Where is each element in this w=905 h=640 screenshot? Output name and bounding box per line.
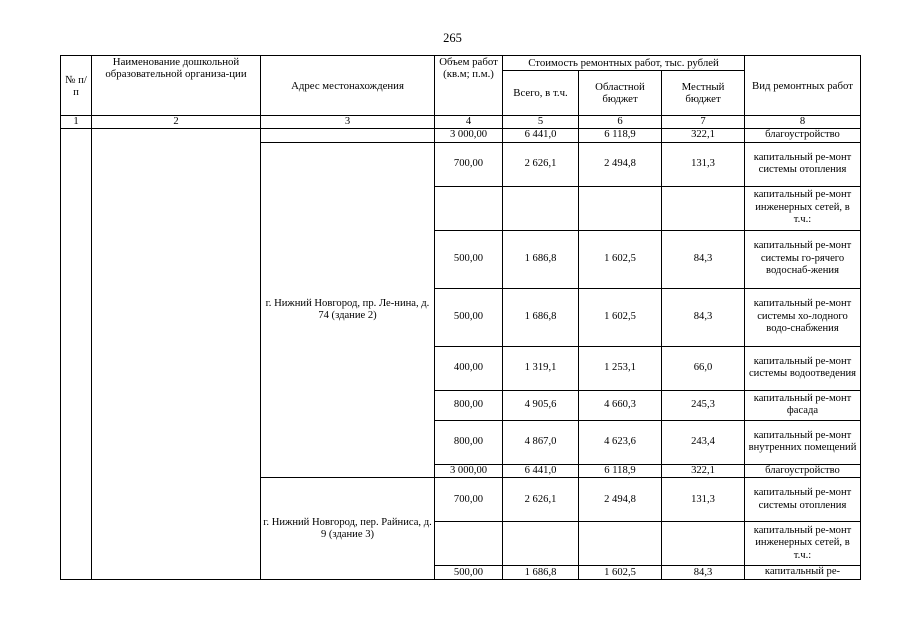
cell-address: г. Нижний Новгород, пер. Райниса, д. 9 (здание 3) [261, 478, 435, 580]
cell-regional: 1 253,1 [579, 346, 662, 390]
cell-local: 84,3 [662, 230, 745, 288]
cell-regional: 2 494,8 [579, 142, 662, 186]
cell-regional: 6 118,9 [579, 129, 662, 143]
cell-total: 4 867,0 [503, 420, 579, 464]
column-number: 3 [261, 116, 435, 129]
column-number: 2 [92, 116, 261, 129]
cell-regional: 6 118,9 [579, 464, 662, 478]
header-total: Всего, в т.ч. [503, 71, 579, 116]
cell-volume: 500,00 [435, 288, 503, 346]
cell-total: 1 686,8 [503, 230, 579, 288]
cell-local: 322,1 [662, 129, 745, 143]
cell-regional: 1 602,5 [579, 566, 662, 580]
header-address: Адрес местонахождения [261, 56, 435, 116]
cell-total: 2 626,1 [503, 478, 579, 522]
cell-volume: 500,00 [435, 566, 503, 580]
column-number: 5 [503, 116, 579, 129]
cell-local: 66,0 [662, 346, 745, 390]
cell-local: 243,4 [662, 420, 745, 464]
cell-local [662, 186, 745, 230]
cell-work-type: капитальный ре-монт фасада [745, 390, 861, 420]
cell-regional: 2 494,8 [579, 478, 662, 522]
cell-regional: 4 660,3 [579, 390, 662, 420]
cell-work-type: капитальный ре- [745, 566, 861, 580]
cell-work-type: благоустройство [745, 129, 861, 143]
cell-regional: 4 623,6 [579, 420, 662, 464]
header-num: № п/п [61, 56, 92, 116]
table-row [61, 129, 861, 143]
cell-regional [579, 186, 662, 230]
cell-work-type: капитальный ре-монт инженерных сетей, в т.ч.: [745, 186, 861, 230]
cell-total: 1 686,8 [503, 288, 579, 346]
cell-address: г. Нижний Новгород, пр. Ле-нина, д. 74 (здание 2) [261, 142, 435, 478]
column-number: 7 [662, 116, 745, 129]
cell-total: 1 686,8 [503, 566, 579, 580]
header-row [61, 56, 861, 71]
cell-volume: 700,00 [435, 142, 503, 186]
cell-local: 245,3 [662, 390, 745, 420]
header-org-name: Наименование дошкольной образовательной организа-ции [92, 56, 261, 116]
cell-volume: 400,00 [435, 346, 503, 390]
page-number: 265 [443, 31, 462, 45]
header-cost-group: Стоимость ремонтных работ, тыс. рублей [503, 56, 745, 71]
cell-work-type: благоустройство [745, 464, 861, 478]
header-volume: Объем работ (кв.м; п.м.) [435, 56, 503, 116]
cell-work-type: капитальный ре-монт внутренних помещений [745, 420, 861, 464]
cell-volume: 3 000,00 [435, 129, 503, 143]
column-number: 1 [61, 116, 92, 129]
cell-local: 322,1 [662, 464, 745, 478]
cell-regional [579, 522, 662, 566]
cell-work-type: капитальный ре-монт системы водоотведения [745, 346, 861, 390]
cell-work-type: капитальный ре-монт системы хо-лодного водо-снабжения [745, 288, 861, 346]
cell-total [503, 522, 579, 566]
cell-work-type: капитальный ре-монт системы отопления [745, 142, 861, 186]
column-number: 8 [745, 116, 861, 129]
header-regional: Областной бюджет [579, 71, 662, 116]
cell-volume: 700,00 [435, 478, 503, 522]
cell-total: 4 905,6 [503, 390, 579, 420]
cell-volume [435, 522, 503, 566]
cell-volume: 800,00 [435, 420, 503, 464]
column-number: 6 [579, 116, 662, 129]
cell-total: 6 441,0 [503, 129, 579, 143]
cell-volume: 500,00 [435, 230, 503, 288]
cell-regional: 1 602,5 [579, 288, 662, 346]
cell-num-empty [61, 129, 92, 580]
cell-local [662, 522, 745, 566]
cell-volume: 3 000,00 [435, 464, 503, 478]
cell-work-type: капитальный ре-монт системы отопления [745, 478, 861, 522]
cell-volume [435, 186, 503, 230]
cell-total [503, 186, 579, 230]
cell-regional: 1 602,5 [579, 230, 662, 288]
cell-total: 6 441,0 [503, 464, 579, 478]
cell-local: 84,3 [662, 566, 745, 580]
cell-total: 2 626,1 [503, 142, 579, 186]
repair-works-table [60, 55, 861, 580]
cell-org-name-empty [92, 129, 261, 580]
cell-work-type: капитальный ре-монт системы го-рячего водоснаб-жения [745, 230, 861, 288]
cell-address-empty [261, 129, 435, 143]
header-work-type: Вид ремонтных работ [745, 56, 861, 116]
cell-local: 131,3 [662, 142, 745, 186]
cell-local: 131,3 [662, 478, 745, 522]
cell-work-type: капитальный ре-монт инженерных сетей, в т.ч.: [745, 522, 861, 566]
header-local: Местный бюджет [662, 71, 745, 116]
column-number: 4 [435, 116, 503, 129]
cell-local: 84,3 [662, 288, 745, 346]
cell-volume: 800,00 [435, 390, 503, 420]
cell-total: 1 319,1 [503, 346, 579, 390]
column-number-row [61, 116, 861, 129]
